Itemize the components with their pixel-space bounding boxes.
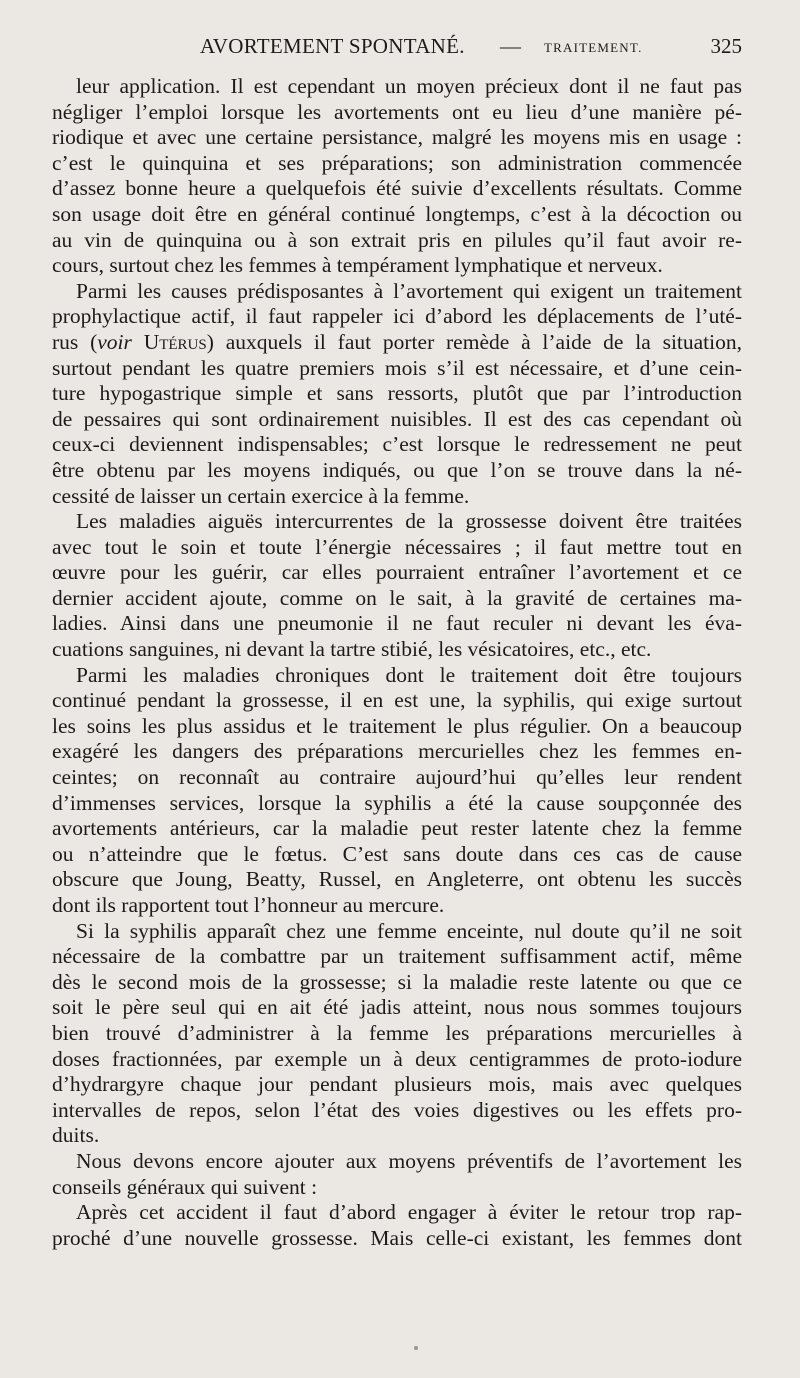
line-text-end: ) auxquels il faut porter remède à l’aide de la situation, <box>206 329 742 354</box>
text-line: son usage doit être en général continué longtemps, c’est à la décoction ou <box>52 201 742 226</box>
paragraph <box>52 509 742 663</box>
text-line: d’assez bonne heure a quelquefois été suivie d’excellents résultats. Comme <box>52 176 742 201</box>
line-text-start: rus ( <box>52 329 98 354</box>
text-line: Après cet accident il faut d’abord engager à éviter le retour trop rap- <box>76 1200 742 1225</box>
paragraph <box>52 1149 742 1200</box>
text-line: soit le père seul qui en ait été jadis atteint, nous nous sommes toujours <box>52 995 742 1020</box>
text-line: Les maladies aiguës intercurrentes de la grossesse doivent être traitées <box>76 509 742 534</box>
text-line: bien trouvé d’administrer à la femme les préparations mercurielles à <box>52 1020 742 1045</box>
paragraph <box>52 279 742 509</box>
text-line: avortements antérieurs, car la maladie peut rester latente chez la femme <box>52 816 742 841</box>
small-caps-reference: Utérus <box>131 329 207 354</box>
italic-reference: voir <box>97 329 132 354</box>
text-line: cuations sanguines, ni devant la tartre stibié, les vésicatoires, etc., etc. <box>52 637 652 662</box>
text-line: ceintes; on reconnaît au contraire aujourd’hui qu’elles leur rendent <box>52 765 742 790</box>
text-line: au vin de quinquina ou à son extrait pris en pilules qu’il faut avoir re- <box>52 227 742 252</box>
text-line: Si la syphilis apparaît chez une femme enceinte, nul doute qu’il ne soit <box>76 918 742 943</box>
paragraph <box>52 663 742 919</box>
text-line: ture hypogastrique simple et sans ressorts, plutôt que par l’introduction <box>52 381 742 406</box>
text-line: c’est le quinquina et ses préparations; son administration commencée <box>52 150 742 175</box>
body-text <box>52 74 742 1251</box>
text-line: ladies. Ainsi dans une pneumonie il ne faut reculer ni devant les éva- <box>52 611 742 636</box>
text-line: négliger l’emploi lorsque les avortements ont eu lieu d’une manière pé- <box>52 99 742 124</box>
text-line: riodique et avec une certaine persistance, malgré les moyens mis en usage : <box>52 125 742 150</box>
text-line: obscure que Joung, Beatty, Russel, en Angleterre, ont obtenu les succès <box>52 867 742 892</box>
text-line: ceux-ci deviennent indispensables; c’est lorsque le redressement ne peut <box>52 432 742 457</box>
paper-speck <box>414 1346 418 1350</box>
text-line: leur application. Il est cependant un moyen précieux dont il ne faut pas <box>76 74 742 98</box>
text-line: cessité de laisser un certain exercice à la femme. <box>52 483 470 508</box>
text-line: être obtenu par les moyens indiqués, ou que l’on se trouve dans la né- <box>52 457 742 482</box>
text-line: Nous devons encore ajouter aux moyens préventifs de l’avortement les <box>76 1148 742 1173</box>
text-line: les soins les plus assidus et le traitement le plus régulier. On a beaucoup <box>52 713 742 738</box>
text-line: cours, surtout chez les femmes à tempérament lymphatique et nerveux. <box>52 253 663 278</box>
text-line: prophylactique actif, il faut rappeler ici d’abord les déplacements de l’uté- <box>52 304 742 329</box>
header-separator: — <box>500 34 521 58</box>
text-line <box>52 330 742 356</box>
paragraph <box>52 74 742 279</box>
running-section: TRAITEMENT. <box>544 40 643 55</box>
text-line: doses fractionnées, par exemple un à deux centigrammes de proto-iodure <box>52 1046 742 1071</box>
text-line: intervalles de repos, selon l’état des voies digestives ou les effets pro- <box>52 1097 742 1122</box>
running-header <box>52 34 742 62</box>
text-line: dont ils rapportent tout l’honneur au mercure. <box>52 893 445 917</box>
text-line: ou n’atteindre que le fœtus. C’est sans doute dans ces cas de cause <box>52 841 742 866</box>
text-line: Parmi les causes prédisposantes à l’avortement qui exigent un traitement <box>76 278 742 303</box>
text-line: duits. <box>52 1123 100 1148</box>
text-line: dès le second mois de la grossesse; si la maladie reste latente ou que ce <box>52 969 742 994</box>
text-line: dernier accident ajoute, comme on le sait, à la gravité de certaines ma- <box>52 585 742 610</box>
text-line: d’immenses services, lorsque la syphilis a été la cause soupçonnée des <box>52 790 742 815</box>
paragraph <box>52 919 742 1149</box>
text-line: Parmi les maladies chroniques dont le traitement doit être toujours <box>76 662 742 687</box>
text-line: avec tout le soin et toute l’énergie nécessaires ; il faut mettre tout en <box>52 534 742 559</box>
text-line: surtout pendant les quatre premiers mois s’il est nécessaire, et d’une cein- <box>52 355 742 380</box>
text-line: de pessaires qui sont ordinairement nuisibles. Il est des cas cependant où <box>52 406 742 431</box>
running-title: AVORTEMENT SPONTANÉ. <box>200 34 465 58</box>
text-line: conseils généraux qui suivent : <box>52 1174 318 1199</box>
text-line: continué pendant la grossesse, il en est une, la syphilis, qui exige surtout <box>52 688 742 713</box>
text-line: d’hydrargyre chaque jour pendant plusieurs mois, mais avec quelques <box>52 1072 742 1097</box>
text-line: exagéré les dangers des préparations mercurielles chez les femmes en- <box>52 739 742 764</box>
page-number: 325 <box>710 34 742 58</box>
text-line: œuvre pour les guérir, car elles pourraient entraîner l’avortement et ce <box>52 560 742 585</box>
text-line: nécessaire de la combattre par un traitement suffisamment actif, même <box>52 944 742 969</box>
paragraph <box>52 1200 742 1251</box>
text-line: proché d’une nouvelle grossesse. Mais celle-ci existant, les femmes dont <box>52 1225 742 1250</box>
